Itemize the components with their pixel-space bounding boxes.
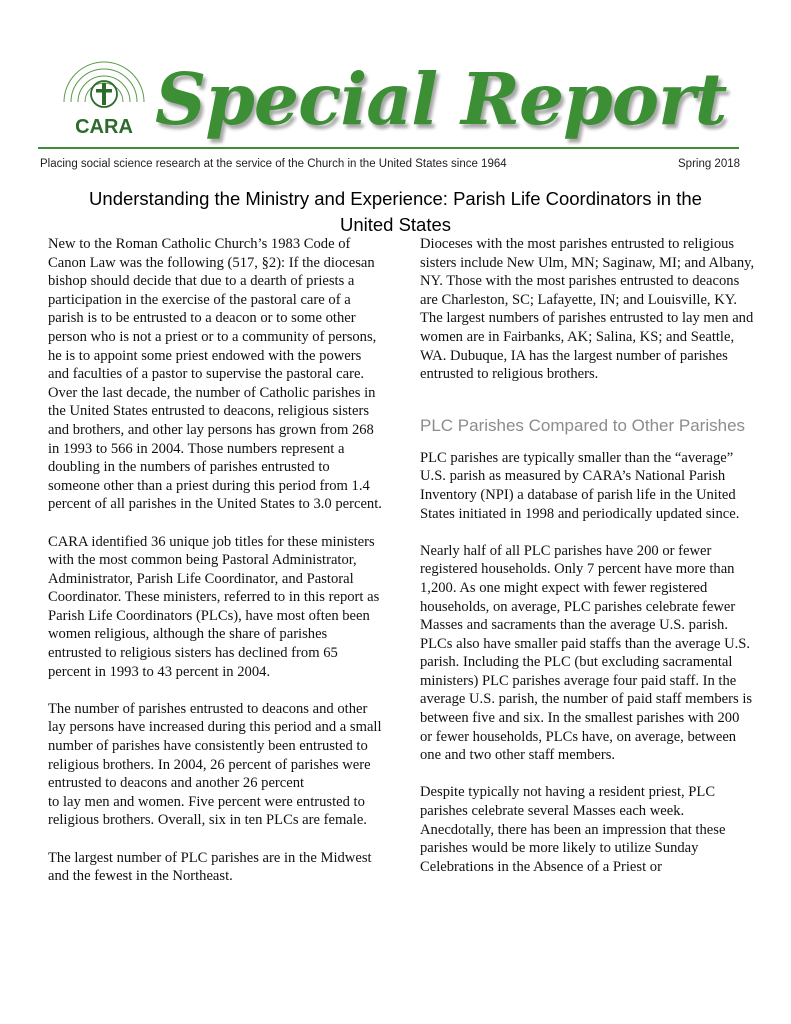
section-heading: PLC Parishes Compared to Other Parishes: [420, 415, 746, 435]
logo-text: CARA: [75, 116, 133, 138]
paragraph: Nearly half of all PLC parishes have 200 or fewer registered households. Only 7 percent have more than 1,200. As one might expect with fewer registered households, on average, PLC parishes celebrate fewer Masses and sacraments than the average U.S. parish. PLCs also have smaller paid staffs than the average U.S. parish. Including the PLC (but excluding sacramental ministers) PLC parishes average four paid staff. In the average U.S. parish, the number of paid staff members is between five and six. In the smallest parishes with 200 or fewer households, PLCs have, on average, between one and two other staff members.: [420, 542, 753, 764]
header-rule: [38, 147, 739, 149]
paragraph: Despite typically not having a resident priest, PLC parishes celebrate several Masses each week. Anecdotally, there has been an impression that these parishes would be more likely to utilize Sunday Celebrations in the Absence of a Priest or: [420, 784, 726, 875]
tagline: Placing social science research at the service of the Church in the United States since 1964: [40, 158, 507, 170]
cross-icon: [96, 83, 112, 105]
paragraph: to lay men and women. Five percent were entrusted to religious brothers. Overall, six in ten PLCs are female.: [48, 793, 367, 829]
paragraph: The number of parishes entrusted to deacons and other lay persons have increased during this period and a small number of parishes have consistently been entrusted to religious brothers. In 2004, 26 percent of parishes were entrusted to deacons and another 26 percent: [48, 700, 382, 792]
brand-title: Special Report: [155, 57, 727, 141]
paragraph: PLC parishes are typically smaller than the “average” U.S. parish as measured by CARA’s National Parish Inventory (NPI) a database of parish life in the United States initiated in 1998 and periodically updated since.: [420, 449, 740, 522]
paragraph: The largest number of PLC parishes are in the Midwest and the fewest in the Northeast.: [48, 849, 372, 885]
issue-date: Spring 2018: [678, 158, 741, 170]
paragraph: CARA identified 36 unique job titles for these ministers with the most common being Pastoral Administrator, Administrator, Parish Life Coordinator, and Pastoral Coordinator. These ministers, referred to in this report as Parish Life Coordinators (PLCs), have most often been women religious, although the share of parishes entrusted to religious sisters has declined from 65 percent in 1993 to 43 percent in 2004.: [48, 533, 380, 680]
left-column: [48, 235, 383, 886]
paragraph: New to the Roman Catholic Church’s 1983 Code of Canon Law was the following (517, §2): If the diocesan bishop should decide that due to a dearth of priests a participation in the exercise of the pastoral care of a parish is to be entrusted to a deacon or to some other person who is not a priest or to a community of persons, he is to appoint some priest endowed with the powers and faculties of a pastor to supervise the pastoral care. Over the last decade, the number of Catholic parishes in the United States entrusted to deacons, religious sisters and brothers, and other lay persons has grown from 268 in 1993 to 566 in 2004. Those numbers represent a doubling in the numbers of parishes entrusted to someone other than a priest during this period from 1.4 percent of all parishes in the United States to 3.0 percent.: [48, 236, 382, 513]
cara-logo: [50, 52, 158, 150]
right-column: [420, 235, 755, 876]
article-title: Understanding the Ministry and Experience: Parish Life Coordinators in the United States: [89, 188, 702, 235]
paragraph: Dioceses with the most parishes entrusted to religious sisters include New Ulm, MN; Saginaw, MI; and Albany, NY. Those with the most parishes entrusted to deacons are Charleston, SC; Lafayette, IN; and Louisville, KY. The largest numbers of parishes entrusted to lay men and women are in Fairbanks, AK; Salina, KS; and Seattle, WA. Dubuque, IA has the largest number of parishes entrusted to religious brothers.: [420, 236, 755, 383]
